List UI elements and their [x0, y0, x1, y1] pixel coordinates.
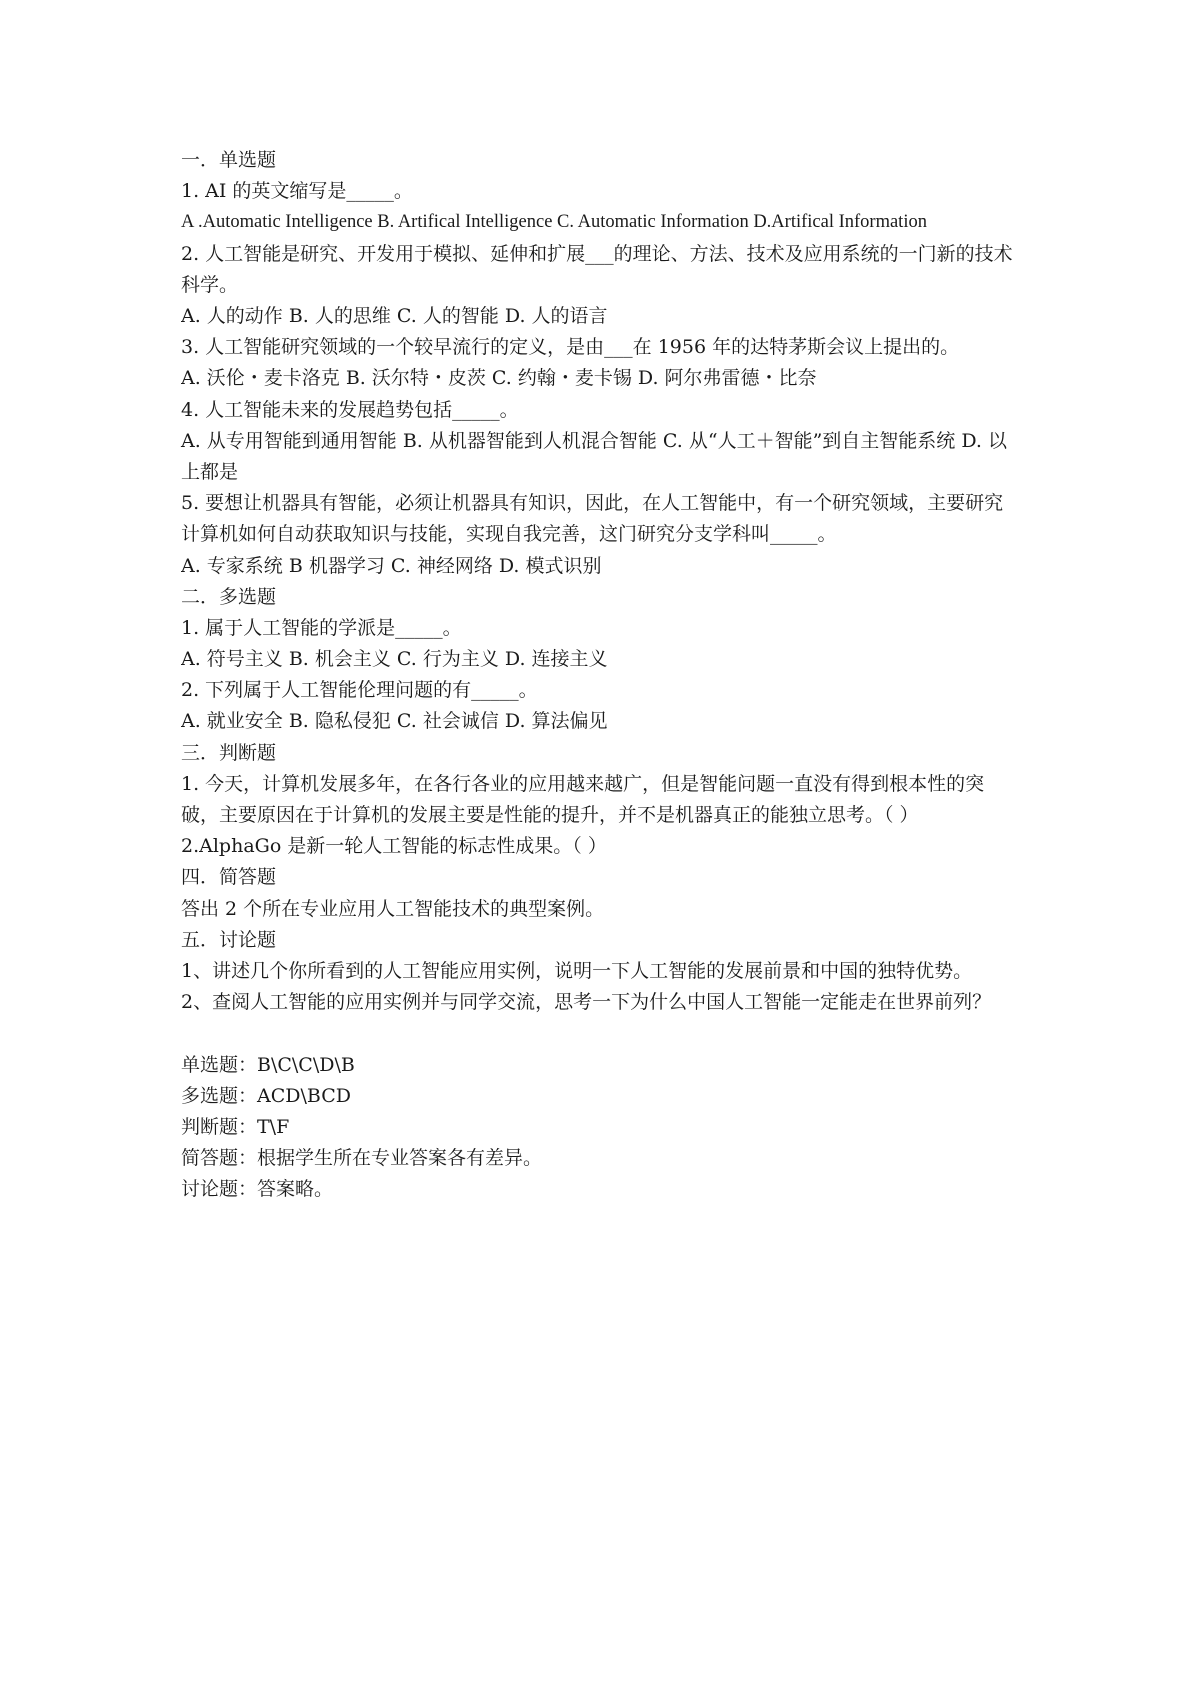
answer-single: 单选题：B\C\C\D\B — [181, 1053, 355, 1076]
question-single-4: 4. 人工智能未来的发展趋势包括_____。 — [181, 398, 519, 421]
document-page — [181, 145, 1021, 1206]
blank-line — [181, 1018, 1021, 1049]
section-heading-judge: 三．判断题 — [181, 741, 277, 764]
question-single-2: 2. 人工智能是研究、开发用于模拟、延伸和扩展___的理论、方法、技术及应用系统的一门新的技术科学。 — [181, 242, 1013, 296]
answer-multi: 多选题：ACD\BCD — [181, 1084, 351, 1107]
question-multi-2: 2. 下列属于人工智能伦理问题的有_____。 — [181, 679, 538, 702]
question-judge-1: 1. 今天，计算机发展多年，在各行各业的应用越来越广，但是智能问题一直没有得到根本性的突破，主要原因在于计算机的发展主要是性能的提升，并不是机器真正的能独立思考。（ ） — [181, 772, 985, 827]
section-heading-single: 一．单选题 — [181, 149, 277, 171]
options-multi-2: A. 就业安全 B. 隐私侵犯 C. 社会诚信 D. 算法偏见 — [181, 710, 608, 733]
question-discuss-2: 2、查阅人工智能的应用实例并与同学交流，思考一下为什么中国人工智能一定能走在世界前列？ — [181, 991, 992, 1014]
answer-short: 简答题：根据学生所在专业答案各有差异。 — [181, 1147, 543, 1170]
question-single-1: 1. AI 的英文缩写是_____。 — [181, 180, 413, 203]
options-single-5: A. 专家系统 B 机器学习 C. 神经网络 D. 模式识别 — [181, 554, 602, 577]
question-short-1: 答出 2 个所在专业应用人工智能技术的典型案例。 — [181, 897, 605, 920]
section-heading-multi: 二．多选题 — [181, 585, 277, 608]
options-single-2: A. 人的动作 B. 人的思维 C. 人的智能 D. 人的语言 — [181, 304, 608, 327]
question-multi-1: 1. 属于人工智能的学派是_____。 — [181, 616, 462, 639]
question-single-3: 3. 人工智能研究领域的一个较早流行的定义，是由___在 1956 年的达特茅斯会议上提出的。 — [181, 336, 960, 359]
answer-discuss: 讨论题：答案略。 — [181, 1178, 334, 1201]
options-single-4: A. 从专用智能到通用智能 B. 从机器智能到人机混合智能 C. 从“人工＋智能”到自主智能系统 D. 以上都是 — [181, 429, 1007, 483]
options-single-1: A .Automatic Intelligence B. Artifical Intelligence C. Automatic Information D.Artifical Information — [181, 212, 927, 233]
question-discuss-1: 1、讲述几个你所看到的人工智能应用实例，说明一下人工智能的发展前景和中国的独特优势。 — [181, 960, 973, 982]
section-heading-discuss: 五．讨论题 — [181, 928, 277, 951]
question-single-5: 5. 要想让机器具有智能，必须让机器具有知识，因此，在人工智能中，有一个研究领域，主要研究计算机如何自动获取知识与技能，实现自我完善，这门研究分支学科叫_____。 — [181, 492, 1004, 546]
answer-judge: 判断题：T\F — [181, 1115, 290, 1138]
question-judge-2: 2.AlphaGo 是新一轮人工智能的标志性成果。（ ） — [181, 835, 607, 858]
section-heading-short: 四．简答题 — [181, 866, 277, 889]
options-multi-1: A. 符号主义 B. 机会主义 C. 行为主义 D. 连接主义 — [181, 648, 608, 671]
options-single-3: A. 沃伦・麦卡洛克 B. 沃尔特・皮茨 C. 约翰・麦卡锡 D. 阿尔弗雷德・比奈 — [181, 367, 817, 390]
